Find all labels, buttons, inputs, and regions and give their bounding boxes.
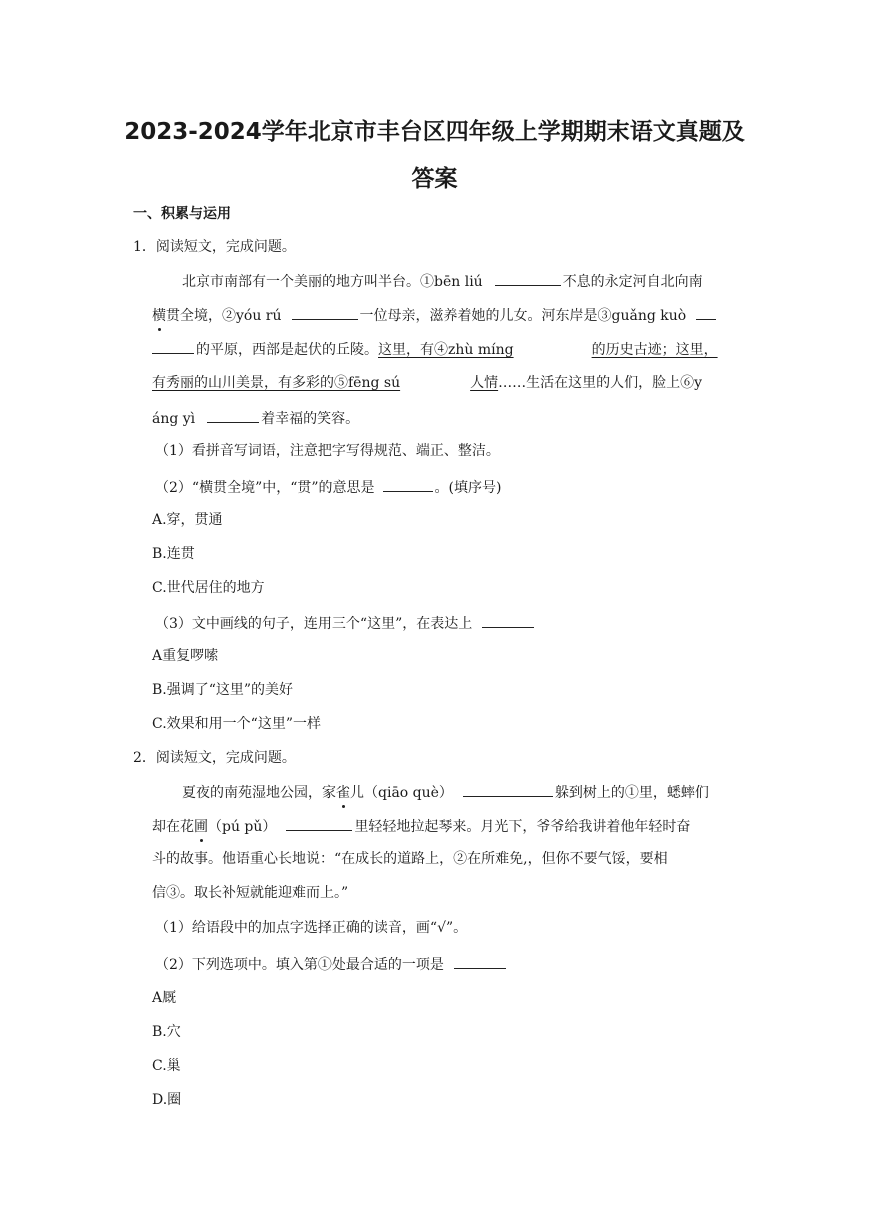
underlined-text: 有秀丽的山川美景，有多彩的⑤fēng sú xyxy=(152,375,401,391)
answer-blank[interactable] xyxy=(482,612,534,628)
q2-passage-line4: 信③。取长补短就能迎难而上。” xyxy=(152,885,349,901)
q2-subquestion-text: （2）下列选项中。填入第①处最合适的一项是 xyxy=(155,957,444,973)
option-b: B.穴 xyxy=(152,1024,181,1040)
q1-passage-text: 一位母亲，滋养着她的儿女。河东岸是③guǎng kuò xyxy=(359,308,687,324)
q1-passage-line3 xyxy=(152,338,718,360)
q2-passage-text: 里轻轻地拉起琴来。月光下，爷爷给我讲着他年轻时奋 xyxy=(354,819,691,835)
answer-blank[interactable] xyxy=(286,815,352,831)
q1-passage-text: áng yì xyxy=(152,411,196,427)
answer-blank[interactable] xyxy=(207,407,259,423)
q2-passage-line1 xyxy=(182,781,709,803)
q1-passage-line5 xyxy=(152,407,359,429)
q1-passage-text: 贯 xyxy=(166,308,180,324)
answer-blank[interactable] xyxy=(292,304,358,320)
option-c: C.巢 xyxy=(152,1058,181,1074)
option-b: B.连贯 xyxy=(152,546,195,562)
underlined-sentence xyxy=(378,342,718,358)
document-title-line1: 2023-2024学年北京市丰台区四年级上学期期末语文真题及 xyxy=(124,119,745,145)
q2-passage-text: 却在花 xyxy=(152,819,194,835)
document-title-line2: 答案 xyxy=(411,166,458,192)
underlined-text: 人情 xyxy=(470,375,499,391)
answer-blank[interactable] xyxy=(463,781,553,797)
section-heading: 一、积累与运用 xyxy=(133,206,231,222)
q2-passage-text: 儿（qiāo què） xyxy=(350,785,453,801)
dotted-character: 横 xyxy=(152,308,166,324)
q1-passage-text: 北京市南部有一个美丽的地方叫半台。①bēn liú xyxy=(182,274,483,290)
answer-blank[interactable] xyxy=(495,270,561,286)
q1-subquestion-text: 。(填序号) xyxy=(434,480,502,496)
underlined-sentence xyxy=(152,375,498,391)
answer-blank[interactable] xyxy=(383,476,433,492)
q1-passage-text: 着幸福的笑容。 xyxy=(261,411,360,427)
q2-passage-line3: 斗的故事。他语重心长地说：“在成长的道路上，②在所难免,，但你不要气馁，要相 xyxy=(152,851,668,867)
q1-subquestion-text: （3）文中画线的句子，连用三个“这里”，在表达上 xyxy=(155,616,473,632)
q2-passage-text: 躲到树上的①里，蟋蟀们 xyxy=(554,785,709,801)
q1-passage-text: 全境，②yóu rú xyxy=(180,308,282,324)
underlined-text: 这里，有④zhù míng xyxy=(378,342,514,358)
question-1-stem: 1．阅读短文，完成问题。 xyxy=(133,239,296,255)
option-a: A厩 xyxy=(152,990,177,1006)
q1-passage-text: 不息的永定河自北向南 xyxy=(562,274,703,290)
q1-passage-line4 xyxy=(152,373,702,393)
q1-subquestion-3 xyxy=(155,612,536,634)
q1-passage-text: ……生活在这里的人们，脸上⑥y xyxy=(498,375,703,391)
q2-passage-text: （pú pǔ） xyxy=(208,819,277,835)
option-b: B.强调了“这里”的美好 xyxy=(152,682,294,698)
q2-passage-text: 夏夜的南苑湿地公园，家 xyxy=(182,785,336,801)
option-a: A.穿，贯通 xyxy=(152,512,223,528)
option-c: C.效果和用一个“这里”一样 xyxy=(152,716,321,732)
answer-blank[interactable] xyxy=(152,338,194,354)
dotted-character: 圃 xyxy=(194,819,208,835)
q1-subquestion-2 xyxy=(155,476,501,498)
option-d: D.圈 xyxy=(152,1092,182,1108)
q1-subquestion-1: （1）看拼音写词语，注意把字写得规范、端正、整洁。 xyxy=(155,443,500,459)
answer-blank[interactable] xyxy=(696,304,716,320)
q1-passage-text: 的平原，西部是起伏的丘陵。 xyxy=(196,342,378,358)
underlined-text: 的历史古迹；这里， xyxy=(591,342,718,358)
question-2-stem: 2．阅读短文，完成问题。 xyxy=(133,750,296,766)
q2-subquestion-1: （1）给语段中的加点字选择正确的读音，画“√”。 xyxy=(155,920,468,936)
q2-passage-line2 xyxy=(152,815,690,837)
dotted-character: 雀 xyxy=(336,785,350,801)
q1-subquestion-text: （2）“横贯全境”中，“贯”的意思是 xyxy=(155,480,375,496)
q2-subquestion-2 xyxy=(155,953,508,975)
q1-passage-line1 xyxy=(182,270,703,292)
q1-passage-line2 xyxy=(152,304,718,326)
option-a: A重复啰嗦 xyxy=(152,648,219,664)
option-c: C.世代居住的地方 xyxy=(152,580,265,596)
answer-blank[interactable] xyxy=(454,953,506,969)
